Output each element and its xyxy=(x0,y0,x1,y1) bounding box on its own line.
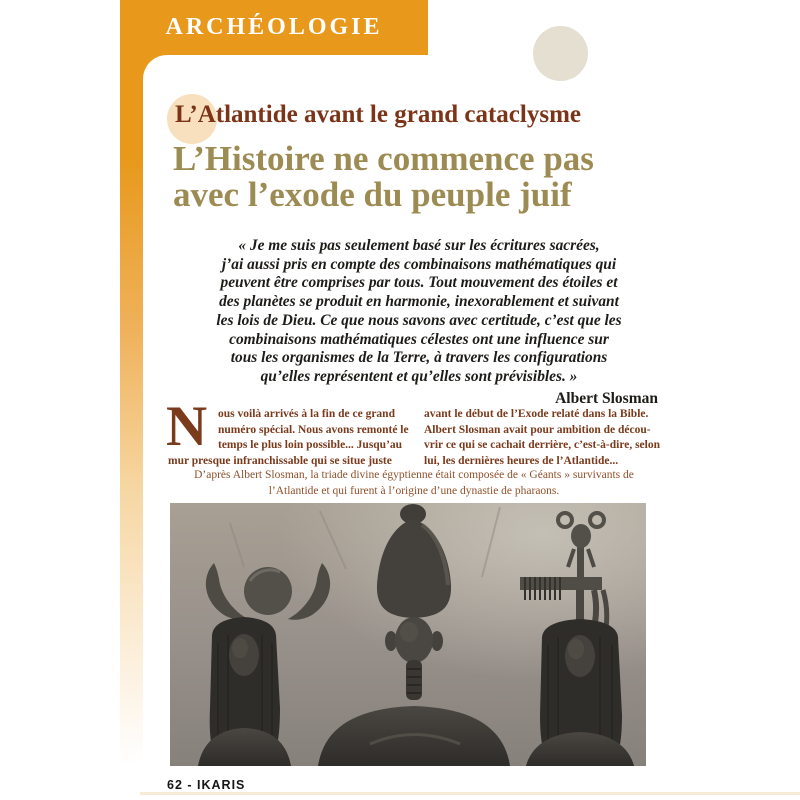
title-line-1: L’Histoire ne commence pas xyxy=(173,139,594,178)
article-kicker: L’Atlantide avant le grand cataclysme xyxy=(175,101,581,128)
text-line: j’ai aussi pris en compte des combinaisons mathématiques qui xyxy=(221,255,617,273)
text-line: combinaisons mathématiques célestes ont une influence sur xyxy=(229,330,609,348)
left-gradient-band xyxy=(120,0,143,788)
text-line: avant le début de l’Exode relaté dans la Bible. xyxy=(424,408,649,420)
body-column-right xyxy=(424,407,680,469)
text-line: des planètes se produit en harmonie, inexorablement et suivant xyxy=(219,293,619,311)
text-line: tous les organismes de la Terre, à travers les configurations xyxy=(230,349,608,367)
text-line: les lois de Dieu. Ce que nous savons avec certitude, c’est que les xyxy=(216,311,622,329)
triad-photo xyxy=(170,503,646,766)
text-line: lui, les dernières heures de l’Atlantide... xyxy=(424,454,619,467)
page-footer: 62 - IKARIS xyxy=(167,778,246,792)
pull-quote xyxy=(170,237,668,408)
footer-rule xyxy=(140,792,800,795)
beige-circle-decoration xyxy=(533,26,588,81)
section-banner xyxy=(120,0,428,55)
body-column-left xyxy=(168,407,420,469)
text-line: numéro spécial. Nous avons remonté le xyxy=(218,423,409,436)
text-line: ous voilà arrivés à la fin de ce grand xyxy=(218,408,395,420)
title-line-2: avec l’exode du peuple juif xyxy=(173,175,572,214)
photo-caption xyxy=(168,468,660,499)
text-line: mur presque infranchissable qui se situe juste xyxy=(168,454,392,467)
text-line: temps le plus loin possible... Jusqu’au xyxy=(218,439,403,452)
pull-quote-lines xyxy=(170,237,668,387)
section-label: ARCHÉOLOGIE xyxy=(165,14,383,40)
text-line: vrir ce qui se cachait derrière, c’est-à-dire, selon xyxy=(424,439,660,452)
text-line: qu’elles représentent et qu’elles sont prévisibles. » xyxy=(260,367,578,385)
article-title xyxy=(173,141,594,213)
text-line: D’après Albert Slosman, la triade divine égyptienne était composée de « Géants » survivants de xyxy=(194,469,634,481)
text-line: « Je me suis pas seulement basé sur les écritures sacrées, xyxy=(238,237,600,254)
triad-statue-illustration xyxy=(170,503,646,766)
text-line: Albert Slosman avait pour ambition de décou- xyxy=(424,423,651,436)
text-line: peuvent être comprises par tous. Tout mouvement des étoiles et xyxy=(220,274,618,292)
drop-cap: N xyxy=(166,395,208,458)
text-line: l’Atlantide et qui furent à l’origine d’une dynastie de pharaons. xyxy=(268,484,560,497)
quote-attribution: Albert Slosman xyxy=(555,389,658,407)
